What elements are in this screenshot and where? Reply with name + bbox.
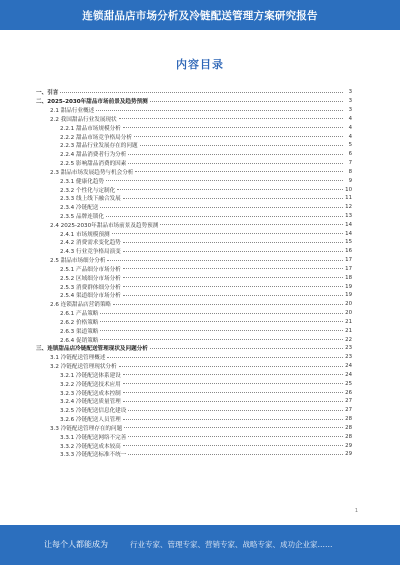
toc-entry[interactable] [36, 415, 352, 424]
toc-entry-page: 25 [345, 380, 352, 387]
toc-leader-dots [123, 392, 343, 393]
toc-leader-dots [123, 286, 343, 287]
toc-leader-dots [123, 383, 343, 384]
toc-entry[interactable] [36, 441, 352, 450]
toc-entry-page: 11 [345, 195, 352, 202]
toc-entry[interactable] [36, 185, 352, 194]
toc-entry[interactable] [36, 397, 352, 406]
toc-entry-label: 2.3.4 冷链配送 [36, 203, 99, 211]
toc-entry-page: 26 [345, 389, 352, 396]
toc-leader-dots [100, 339, 343, 340]
toc-entry-page: 15 [345, 239, 352, 246]
toc-entry[interactable] [36, 309, 352, 318]
toc-entry-label: 2.6.2 价格策略 [36, 318, 99, 326]
toc-leader-dots [123, 419, 343, 420]
toc-entry[interactable] [36, 123, 352, 132]
toc-entry[interactable] [36, 344, 352, 353]
toc-entry-label: 2.6.4 促销策略 [36, 336, 99, 344]
footer-slogan: 让每个人都能成为 [44, 540, 108, 549]
toc-entry[interactable] [36, 371, 352, 380]
toc-leader-dots [117, 189, 343, 190]
toc-entry-page: 3 [348, 107, 352, 114]
toc-entry-page: 27 [345, 407, 352, 414]
toc-leader-dots [128, 163, 343, 164]
toc-entry-label: 2.6.3 渠道策略 [36, 327, 99, 335]
toc-leader-dots [107, 357, 343, 358]
toc-entry-page: 21 [345, 318, 352, 325]
toc-entry-label: 2.2.2 甜品市场竞争格局分析 [36, 133, 133, 141]
toc-leader-dots [123, 127, 343, 128]
toc-entry[interactable] [36, 106, 352, 115]
toc-entry[interactable] [36, 194, 352, 203]
toc-entry-page: 16 [345, 248, 352, 255]
toc-entry-label: 2.2.3 甜品行业发展存在的问题 [36, 141, 139, 149]
toc-leader-dots [128, 410, 343, 411]
toc-entry-label: 2.5.1 产品细分市场分析 [36, 265, 122, 273]
toc-leader-dots [123, 268, 343, 269]
toc-entry-label: 2.6 连锁甜品店营销策略 [36, 300, 112, 308]
toc-entry[interactable] [36, 229, 352, 238]
toc-entry-label: 2.5.2 区域细分市场分析 [36, 274, 122, 282]
toc-entry-page: 5 [348, 142, 352, 149]
footer-banner [0, 525, 400, 565]
toc-entry[interactable] [36, 423, 352, 432]
toc-entry[interactable] [36, 167, 352, 176]
toc-leader-dots [128, 436, 343, 437]
toc-leader-dots [140, 145, 343, 146]
toc-entry[interactable] [36, 265, 352, 274]
toc-entry-label: 2.4.2 消费需求变化趋势 [36, 238, 122, 246]
toc-entry-page: 4 [348, 133, 352, 140]
toc-leader-dots [123, 374, 343, 375]
toc-entry[interactable] [36, 150, 352, 159]
toc-leader-dots [123, 445, 343, 446]
toc-entry-page: 24 [345, 371, 352, 378]
toc-leader-dots [123, 251, 343, 252]
toc-leader-dots [106, 180, 343, 181]
toc-entry-label: 2.3 甜品市场发展趋势与机会分析 [36, 168, 134, 176]
toc-entry-page: 22 [345, 336, 352, 343]
document-title: 连锁甜品店市场分析及冷链配送管理方案研究报告 [82, 10, 318, 22]
toc-entry-page: 23 [345, 345, 352, 352]
toc-entry-label: 二、2025-2030年甜品市场前景及趋势预测 [36, 99, 148, 106]
toc-entry-label: 2.3.1 健康化趋势 [36, 177, 105, 185]
toc-entry[interactable] [36, 247, 352, 256]
toc-entry[interactable] [36, 256, 352, 265]
toc-entry-label: 三、连锁甜品店冷链配送管理现状及问题分析 [36, 346, 148, 353]
toc-leader-dots [135, 171, 343, 172]
toc-leader-dots [100, 207, 343, 208]
toc-entry-page: 24 [345, 363, 352, 370]
toc-entry-page: 18 [345, 274, 352, 281]
toc-leader-dots [112, 233, 343, 234]
toc-leader-dots [123, 198, 343, 199]
toc-entry-page: 12 [345, 204, 352, 211]
toc-entry[interactable] [36, 300, 352, 309]
toc-entry[interactable] [36, 318, 352, 327]
toc-entry[interactable] [36, 132, 352, 141]
toc-leader-dots [96, 110, 343, 111]
toc-entry-label: 3.2.4 冷链配送质量管理 [36, 397, 122, 405]
toc-leader-dots [128, 154, 343, 155]
toc-leader-dots [100, 330, 343, 331]
toc-entry-page: 8 [348, 168, 352, 175]
toc-leader-dots [100, 321, 343, 322]
toc-entry-label: 2.5.3 消费群体细分分析 [36, 283, 122, 291]
toc-entry-page: 9 [348, 177, 352, 184]
toc-entry-label: 2.5.4 渠道细分市场分析 [36, 291, 122, 299]
toc-entry-page: 29 [345, 451, 352, 458]
toc-leader-dots [107, 260, 343, 261]
toc-entry-label: 2.2.1 甜品市场规模分析 [36, 124, 122, 132]
page-number: 1 [354, 508, 358, 514]
toc-entry[interactable] [36, 212, 352, 221]
toc-entry-label: 2.1 甜品行业概述 [36, 106, 95, 114]
toc-entry-page: 14 [345, 221, 352, 228]
toc-entry-page: 3 [348, 98, 352, 105]
toc-entry[interactable] [36, 273, 352, 282]
toc-entry-label: 2.3.5 品牌连锁化 [36, 212, 105, 220]
toc-entry-label: 3.2.1 冷链配送体系建设 [36, 371, 122, 379]
toc-entry[interactable] [36, 353, 352, 362]
toc-leader-dots [100, 313, 343, 314]
toc-leader-dots [119, 366, 343, 367]
toc-entry-label: 3.2.3 冷链配送成本控制 [36, 389, 122, 397]
toc-entry-label: 2.3.2 个性化与定制化 [36, 186, 116, 194]
toc-entry[interactable] [36, 388, 352, 397]
toc-entry[interactable] [36, 88, 352, 97]
toc-entry[interactable] [36, 379, 352, 388]
toc-entry-label: 3.3.1 冷链配送网络不完善 [36, 433, 127, 441]
toc-entry-page: 6 [348, 151, 352, 158]
toc-entry-label: 2.4.3 行业竞争格局演变 [36, 247, 122, 255]
toc-entry[interactable] [36, 326, 352, 335]
toc-entry[interactable] [36, 220, 352, 229]
toc-entry-page: 28 [345, 416, 352, 423]
toc-entry[interactable] [36, 141, 352, 150]
toc-entry[interactable] [36, 450, 352, 459]
toc-leader-dots [123, 401, 343, 402]
toc-entry-label: 3.3 冷链配送管理存在的问题 [36, 424, 123, 432]
toc-entry-label: 3.3.3 冷链配送标准不统一 [36, 450, 127, 458]
toc-leader-dots [113, 304, 343, 305]
table-of-contents [36, 88, 352, 459]
toc-entry-page: 17 [345, 265, 352, 272]
toc-entry-label: 3.1 冷链配送管理概述 [36, 353, 106, 361]
toc-leader-dots [123, 242, 343, 243]
toc-entry-page: 27 [345, 398, 352, 405]
toc-entry-page: 3 [348, 89, 352, 96]
toc-leader-dots [160, 224, 343, 225]
toc-entry-page: 28 [345, 433, 352, 440]
toc-entry-label: 2.2 我国甜品行业发展现状 [36, 115, 118, 123]
toc-leader-dots [134, 136, 343, 137]
toc-entry-page: 19 [345, 292, 352, 299]
toc-entry-label: 3.2 冷链配送管理现状分析 [36, 362, 118, 370]
toc-entry-page: 29 [345, 442, 352, 449]
toc-entry[interactable] [36, 335, 352, 344]
toc-entry[interactable] [36, 97, 352, 106]
toc-entry[interactable] [36, 159, 352, 168]
toc-entry-page: 4 [348, 115, 352, 122]
toc-entry-label: 一、引言 [36, 90, 59, 97]
toc-entry-page: 23 [345, 354, 352, 361]
toc-entry-page: 4 [348, 124, 352, 131]
toc-leader-dots [123, 277, 343, 278]
toc-entry[interactable] [36, 203, 352, 212]
toc-leader-dots [119, 118, 343, 119]
header-banner [0, 0, 400, 30]
toc-entry-page: 28 [345, 424, 352, 431]
toc-leader-dots [124, 427, 343, 428]
toc-entry[interactable] [36, 291, 352, 300]
toc-entry-page: 14 [345, 230, 352, 237]
toc-entry-label: 3.2.2 冷链配送技术应用 [36, 380, 122, 388]
toc-entry[interactable] [36, 282, 352, 291]
document-page [0, 30, 400, 525]
toc-entry-page: 20 [345, 310, 352, 317]
toc-entry-label: 2.2.5 影响甜品消费的因素 [36, 159, 127, 167]
toc-entry-label: 3.2.6 冷链配送人员管理 [36, 415, 122, 423]
toc-entry-page: 20 [345, 301, 352, 308]
toc-leader-dots [150, 348, 343, 349]
footer-roles: 行业专家、管理专家、营销专家、战略专家、成功企业家…… [130, 540, 333, 549]
toc-entry[interactable] [36, 406, 352, 415]
toc-entry-label: 2.3.3 线上线下融合发展 [36, 194, 122, 202]
toc-leader-dots [60, 92, 343, 93]
toc-entry-page: 19 [345, 283, 352, 290]
toc-leader-dots [150, 101, 343, 102]
toc-entry-label: 2.4.1 市场规模预测 [36, 230, 111, 238]
toc-leader-dots [123, 295, 343, 296]
toc-entry[interactable] [36, 362, 352, 371]
toc-entry-label: 3.3.2 冷链配送成本较高 [36, 442, 122, 450]
toc-entry-page: 7 [348, 160, 352, 167]
toc-leader-dots [128, 454, 343, 455]
toc-entry-page: 21 [345, 327, 352, 334]
toc-entry-page: 13 [345, 213, 352, 219]
toc-entry[interactable] [36, 432, 352, 441]
toc-entry-page: 10 [345, 186, 352, 193]
toc-entry-label: 2.4 2025-2030年甜品市场前景及趋势预测 [36, 221, 159, 229]
toc-entry-label: 2.6.1 产品策略 [36, 309, 99, 317]
toc-heading: 内容目录 [176, 58, 224, 71]
toc-leader-dots [106, 216, 343, 217]
toc-entry-label: 3.2.5 冷链配送信息化建设 [36, 406, 127, 414]
toc-entry[interactable] [36, 176, 352, 185]
toc-entry[interactable] [36, 114, 352, 123]
toc-entry[interactable] [36, 238, 352, 247]
toc-entry-page: 17 [345, 257, 352, 264]
toc-entry-label: 2.5 甜品市场细分分析 [36, 256, 106, 264]
toc-entry-label: 2.2.4 甜品消费者行为分析 [36, 150, 127, 158]
